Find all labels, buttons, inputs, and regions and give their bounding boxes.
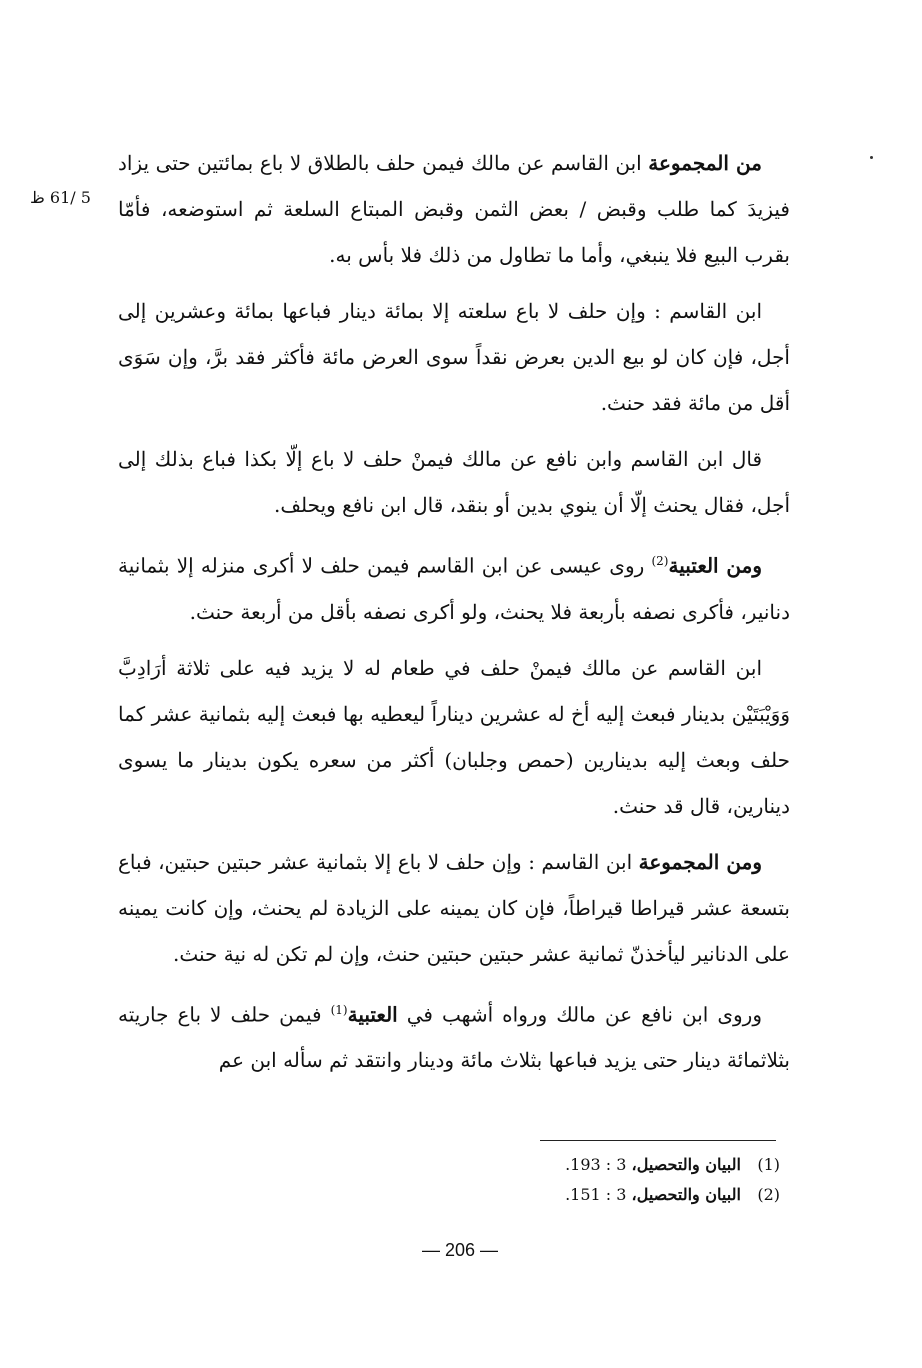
paragraph-5 bbox=[118, 645, 790, 829]
paragraph-lead: ومن المجموعة bbox=[638, 849, 762, 874]
paragraph-text: ابن القاسم عن مالك فيمن حلف بالطلاق لا باع بمائتين حتى يزاد فيزيدَ كما طلب وقبض / بعض الثمن وقبض المبتاع السلعة ثم استوضعه، فأمّا بقرب البيع فلا ينبغي، وأما ما تطاول من ذلك فلا بأس به. bbox=[118, 151, 790, 267]
margin-folio-note: 5 /61 ظ bbox=[30, 188, 91, 207]
footnote-divider bbox=[540, 1140, 776, 1141]
paragraph-text: فيمن حلف لا باع جاريته بثلاثمائة دينار حتى يزيد فباعها بثلاث مائة ودينار وانتقد ثم سأله ابن عم bbox=[118, 1002, 790, 1073]
footnote-reference: 3 : 193. bbox=[565, 1155, 627, 1174]
footnote-1 bbox=[480, 1150, 780, 1180]
footnote-reference: 3 : 151. bbox=[565, 1185, 627, 1204]
paragraph-3 bbox=[118, 436, 790, 528]
paragraph-text: قال ابن القاسم وابن نافع عن مالك فيمنْ حلف لا باع إلّا بكذا فباع بذلك إلى أجل، فقال يحنث إلّا أن ينوي بدين أو بنقد، قال ابن نافع ويحلف. bbox=[118, 447, 790, 517]
paragraph-1 bbox=[118, 140, 790, 278]
paragraph-text: ابن القاسم عن مالك فيمنْ حلف في طعام له لا يزيد فيه على ثلاثة أرَادِبَّ وَوَيْبَتَيْن بدينار فبعث إليه أخ له عشرين ديناراً ليعطيه بها فبعث إليه بثمانية عشر كما حلف وبعث إليه بدينارين (حمص وجلبان) أكثر من سعره يكون بدينار ما يسوى دينارين، قال قد حنث. bbox=[118, 655, 790, 818]
footnote-ref: (2) bbox=[651, 554, 669, 568]
paragraph-text: ابن القاسم : وإن حلف لا باع سلعته إلا بمائة دينار فباعها بمائة وعشرين إلى أجل، فإن كان لو بيع الدين بعرض نقداً سوى العرض مائة فأكثر فقد برَّ، وإن سَوَى أقل من مائة فقد حنث. bbox=[118, 299, 790, 415]
footnotes bbox=[480, 1150, 780, 1210]
footnote-source: البيان والتحصيل، bbox=[631, 1185, 741, 1204]
footnote-source: البيان والتحصيل، bbox=[631, 1155, 741, 1174]
paragraph-lead: من المجموعة bbox=[648, 151, 762, 175]
footnote-ref: (1) bbox=[330, 1002, 348, 1017]
footnote-number: (1) bbox=[757, 1155, 780, 1174]
paragraph-4 bbox=[118, 538, 790, 635]
paragraph-2 bbox=[118, 288, 790, 426]
paragraph-text-before: وروى ابن نافع عن مالك ورواه أشهب في bbox=[397, 1002, 763, 1027]
main-text bbox=[118, 140, 790, 1093]
paragraph-7 bbox=[118, 987, 790, 1084]
footnote-2 bbox=[480, 1180, 780, 1210]
paragraph-lead: ومن العتبية bbox=[668, 553, 762, 578]
paragraph-6 bbox=[118, 839, 790, 977]
paragraph-text: روى عيسى عن ابن القاسم فيمن حلف لا أكرى منزله إلا بثمانية دنانير، فأكرى نصفه بأربعة فلا يحنث، ولو أكرى نصفه بأقل من أربعة حنث. bbox=[118, 553, 790, 624]
page-number: — 206 — bbox=[421, 1240, 499, 1260]
footnote-number: (2) bbox=[757, 1185, 780, 1204]
paragraph-bold-source: العتبية bbox=[347, 1002, 398, 1027]
stray-dot bbox=[870, 156, 873, 159]
paragraph-text: ابن القاسم : وإن حلف لا باع إلا بثمانية عشر حبتين حبتين، فباع بتسعة عشر قيراطا قيراطاً، فإن كان يمينه على الزيادة لم يحنث، وإن كانت يمينه على الدنانير ليأخذنّ ثمانية عشر حبتين حبتين حنث، وإن لم تكن له نية حنث. bbox=[118, 849, 790, 966]
